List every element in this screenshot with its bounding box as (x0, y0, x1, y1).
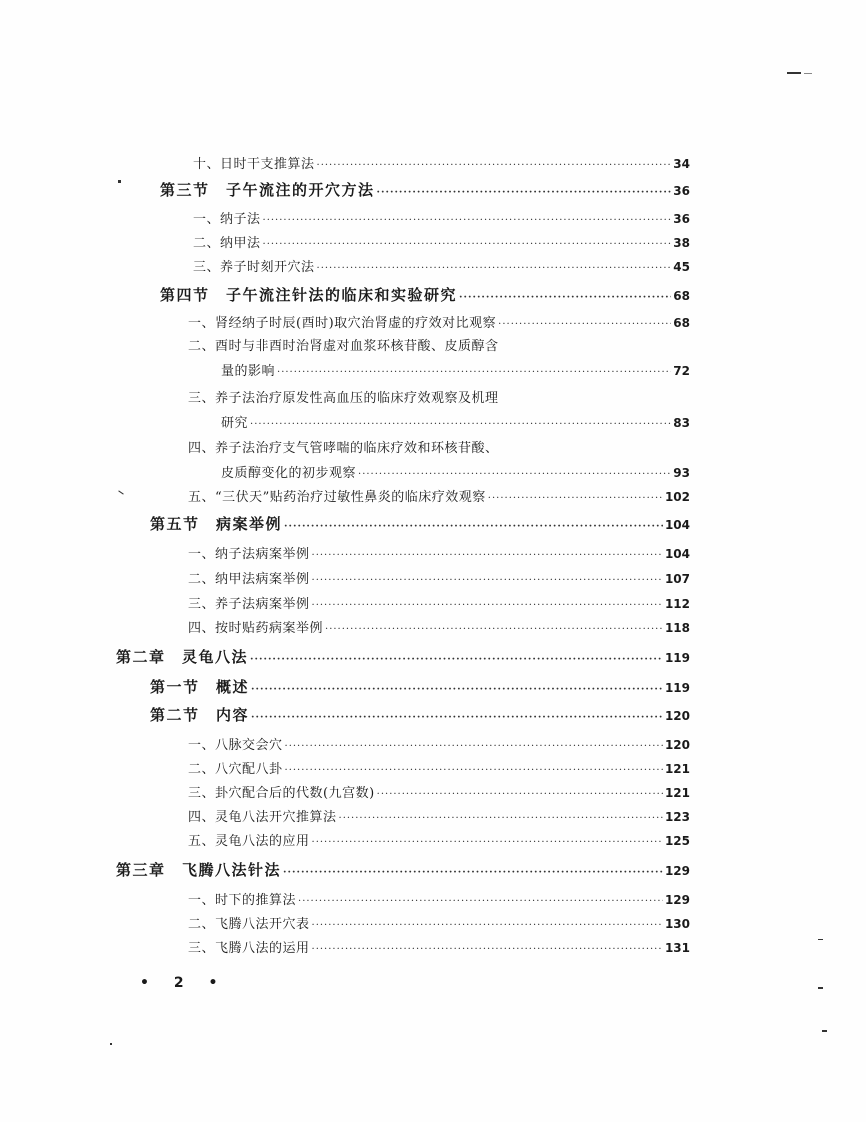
scan-speck (787, 72, 801, 74)
dot-leader (298, 893, 663, 911)
toc-entry-label: 二、飞腾八法开穴表 (188, 917, 310, 932)
toc-entry-label-line1: 四、养子法治疗支气管哮喘的临床疗效和环核苷酸、 (188, 441, 499, 456)
toc-entry-label: 三、养子时刻开穴法 (193, 260, 315, 275)
toc-entry-page: 129 (664, 864, 690, 878)
toc-chapter-entry[interactable] (116, 648, 690, 669)
toc-entry-page: 107 (664, 572, 690, 586)
toc-entry[interactable] (188, 784, 690, 804)
page-number: • 2 • (140, 975, 228, 991)
toc-entry[interactable] (221, 362, 690, 382)
dot-leader (283, 864, 663, 882)
toc-entry-page: 68 (673, 316, 690, 330)
toc-entry-label: 第四节 子午流注针法的临床和实验研究 (160, 286, 458, 304)
toc-entry-label: 一、肾经纳子时辰(酉时)取穴治肾虚的疗效对比观察 (188, 316, 497, 331)
toc-entry[interactable] (188, 915, 690, 935)
toc-entry-page: 104 (664, 547, 690, 561)
toc-entry-page: 131 (664, 941, 690, 955)
toc-entry-page: 34 (673, 157, 690, 171)
toc-entry-label: 量的影响 (221, 364, 276, 379)
toc-entry-page: 121 (664, 762, 690, 776)
toc-section-entry[interactable] (150, 515, 690, 536)
toc-entry-label-line1: 三、养子法治疗原发性高血压的临床疗效观察及机理 (188, 391, 499, 406)
dot-leader (251, 681, 663, 699)
toc-entry-page: 123 (664, 810, 690, 824)
toc-entry-label: 皮质醇变化的初步观察 (221, 466, 357, 481)
toc-entry[interactable] (221, 464, 690, 484)
toc-entry-label: 四、按时贴药病案举例 (188, 621, 324, 636)
scan-speck (818, 939, 823, 940)
toc-entry-page: 119 (664, 651, 690, 665)
toc-entry-label: 第二章 灵龟八法 (116, 648, 249, 666)
toc-entry[interactable] (188, 891, 690, 911)
toc-section-entry[interactable] (160, 181, 690, 202)
dot-leader (312, 941, 663, 959)
dot-leader (251, 709, 663, 727)
toc-entry[interactable] (188, 488, 690, 508)
toc-entry[interactable] (188, 570, 690, 590)
scan-speck (118, 180, 121, 183)
dot-leader (459, 289, 671, 307)
toc-entry[interactable] (188, 832, 690, 852)
toc-entry-page: 36 (673, 212, 690, 226)
toc-entry-label: 一、纳子法病案举例 (188, 547, 310, 562)
dot-leader (285, 738, 663, 756)
scan-speck (110, 1043, 112, 1045)
toc-section-entry[interactable] (160, 286, 690, 307)
dot-leader (277, 364, 671, 382)
toc-entry-page: 118 (664, 621, 690, 635)
toc-entry-label: 第一节 概述 (150, 678, 250, 696)
toc-entry-label: 二、纳甲法 (193, 236, 261, 251)
dot-leader (263, 212, 672, 230)
dot-leader (285, 762, 663, 780)
toc-entry-label: 第二节 内容 (150, 706, 250, 724)
toc-entry-label: 第五节 病案举例 (150, 515, 283, 533)
toc-entry-page: 45 (673, 260, 690, 274)
toc-entry[interactable] (188, 760, 690, 780)
toc-entry-page: 130 (664, 917, 690, 931)
toc-entry-label: 二、纳甲法病案举例 (188, 572, 310, 587)
toc-entry-page: 104 (664, 518, 690, 532)
dot-leader (312, 917, 663, 935)
toc-entry-page: 38 (673, 236, 690, 250)
toc-entry-page: 129 (664, 893, 690, 907)
toc-entry[interactable] (193, 258, 690, 278)
dot-leader (250, 416, 671, 434)
dot-leader (358, 466, 671, 484)
toc-entry-label: 一、八脉交会穴 (188, 738, 283, 753)
dot-leader (325, 621, 663, 639)
dot-leader (317, 157, 672, 175)
toc-entry[interactable] (188, 939, 690, 959)
toc-entry-page: 120 (664, 738, 690, 752)
toc-entry-page: 72 (673, 364, 690, 378)
toc-entry[interactable] (188, 619, 690, 639)
dot-leader (263, 236, 672, 254)
toc-entry-page: 102 (664, 490, 690, 504)
toc-entry-label: 十、日时干支推算法 (193, 157, 315, 172)
scan-speck (818, 987, 823, 989)
toc-entry[interactable] (188, 314, 690, 334)
toc-entry[interactable] (193, 155, 690, 175)
scan-speck (804, 73, 812, 74)
toc-entry-label: 第三章 飞腾八法针法 (116, 861, 282, 879)
toc-entry-label: 三、养子法病案举例 (188, 597, 310, 612)
toc-section-entry[interactable] (150, 678, 690, 699)
toc-entry-page: 68 (673, 289, 690, 303)
toc-entry-page: 112 (664, 597, 690, 611)
toc-entry[interactable] (193, 210, 690, 230)
toc-entry[interactable] (188, 736, 690, 756)
toc-entry-page: 125 (664, 834, 690, 848)
toc-entry-label: 一、纳子法 (193, 212, 261, 227)
toc-entry-page: 93 (673, 466, 690, 480)
dot-leader (339, 810, 663, 828)
dot-leader (377, 184, 672, 202)
dot-leader (312, 834, 663, 852)
toc-entry-page: 36 (673, 184, 690, 198)
dot-leader (498, 316, 671, 334)
scan-speck (118, 490, 123, 494)
dot-leader (312, 572, 663, 590)
dot-leader (488, 490, 663, 508)
dot-leader (250, 651, 663, 669)
dot-leader (312, 547, 663, 565)
toc-entry-label: 一、时下的推算法 (188, 893, 297, 908)
toc-entry-label: 三、飞腾八法的运用 (188, 941, 310, 956)
toc-entry-page: 119 (664, 681, 690, 695)
toc-entry-label: 三、卦穴配合后的代数(九宫数) (188, 786, 375, 801)
dot-leader (284, 518, 663, 536)
toc-entry[interactable] (193, 234, 690, 254)
toc-entry[interactable] (188, 545, 690, 565)
toc-entry-page: 83 (673, 416, 690, 430)
toc-entry[interactable] (221, 414, 690, 434)
dot-leader (317, 260, 672, 278)
toc-entry-label-line1: 二、酉时与非酉时治肾虚对血浆环核苷酸、皮质醇含 (188, 339, 499, 354)
toc-entry-page: 121 (664, 786, 690, 800)
dot-leader (312, 597, 663, 615)
dot-leader (377, 786, 663, 804)
toc-entry-label: 二、八穴配八卦 (188, 762, 283, 777)
toc-entry-label: 四、灵龟八法开穴推算法 (188, 810, 337, 825)
toc-entry-label: 五、“三伏天”贴药治疗过敏性鼻炎的临床疗效观察 (188, 490, 486, 505)
scan-speck (822, 1030, 827, 1032)
toc-entry-label: 研究 (221, 416, 249, 431)
toc-section-entry[interactable] (150, 706, 690, 727)
toc-entry-label: 第三节 子午流注的开穴方法 (160, 181, 375, 199)
toc-entry-label: 五、灵龟八法的应用 (188, 834, 310, 849)
toc-entry[interactable] (188, 808, 690, 828)
toc-entry-page: 120 (664, 709, 690, 723)
toc-chapter-entry[interactable] (116, 861, 690, 882)
toc-entry[interactable] (188, 595, 690, 615)
